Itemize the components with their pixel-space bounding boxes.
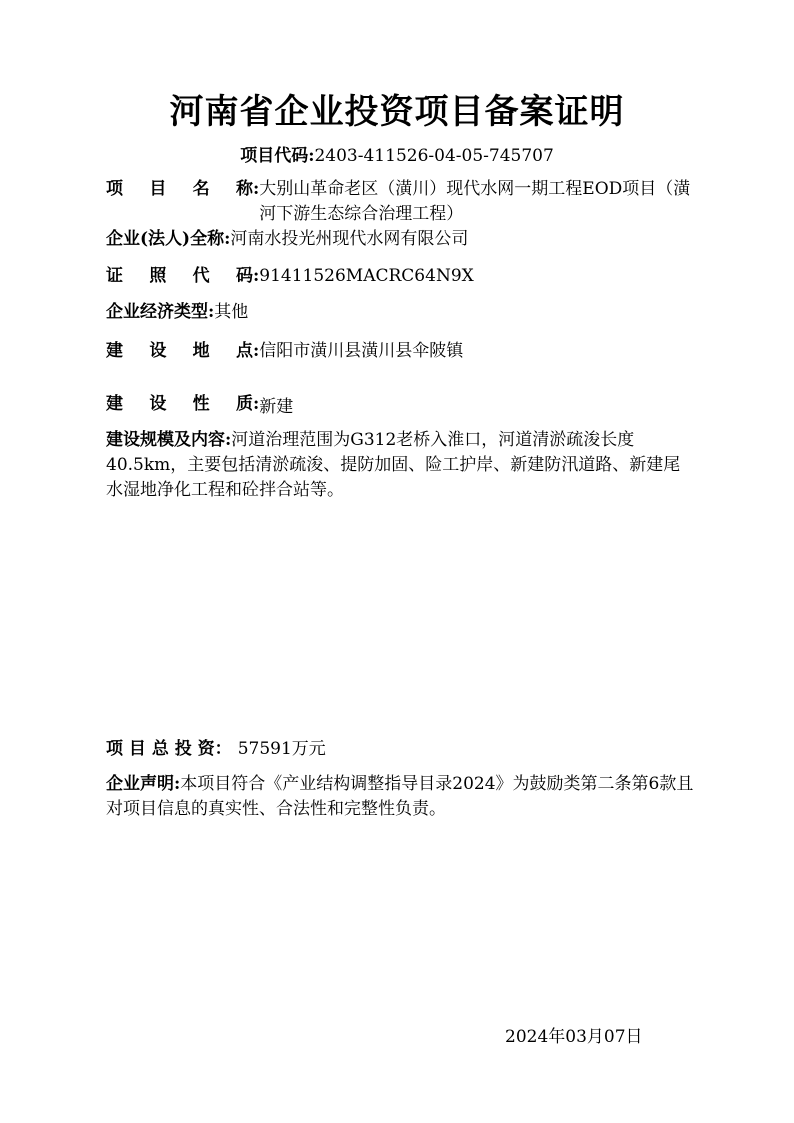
cert-code-value: 91411526MACRC64N9X (259, 266, 474, 286)
economic-type-value: 其他 (214, 302, 249, 322)
declaration-paragraph (106, 772, 696, 822)
location-label: 建 设 地 点 : (106, 341, 260, 361)
cert-code-row (106, 264, 706, 289)
enterprise-label: 企业(法人)全称: (106, 229, 231, 249)
scale-value: 河道治理范围为G312老桥入淮口，河道清淤疏浚长度40.5km，主要包括清淤疏浚、提防加固、险工护岸、新建防汛道路、新建尾水湿地净化工程和砼拌合站等。 (106, 430, 681, 500)
nature-label: 建 设 性 质 : (106, 394, 260, 414)
investment-label: 项 目 总 投 资： (106, 739, 232, 759)
project-name-row (106, 177, 706, 227)
project-name-label: 项 目 名 称 : (106, 179, 260, 199)
enterprise-row (106, 227, 706, 252)
enterprise-value: 河南水投光州现代水网有限公司 (230, 229, 469, 249)
scale-paragraph (106, 428, 696, 503)
location-row (106, 339, 706, 364)
economic-type-row (106, 300, 706, 325)
location-value: 信阳市潢川县潢川县伞陂镇 (259, 341, 464, 361)
project-code-label: 项目代码: (240, 146, 315, 166)
project-code-line (0, 141, 794, 166)
scale-label: 建设规模及内容: (106, 430, 232, 450)
project-code-value: 2403-411526-04-05-745707 (314, 146, 554, 166)
cert-code-label: 证 照 代 码 : (106, 266, 260, 286)
issue-date: 2024年03月07日 (505, 1027, 643, 1047)
project-name-value: 大别山革命老区（潢川）现代水网一期工程EOD项目（潢河下游生态综合治理工程） (259, 179, 691, 224)
nature-value: 新建 (259, 397, 294, 417)
document-title: 河南省企业投资项目备案证明 (169, 92, 625, 132)
investment-value: 57591万元 (237, 739, 326, 759)
nature-row (106, 392, 706, 420)
investment-row (106, 737, 706, 762)
economic-type-label: 企业经济类型: (106, 302, 215, 322)
declaration-label: 企业声明: (106, 774, 181, 794)
declaration-value: 本项目符合《产业结构调整指导目录2024》为鼓励类第二条第6款且对项目信息的真实性、合法性和完整性负责。 (106, 774, 694, 819)
